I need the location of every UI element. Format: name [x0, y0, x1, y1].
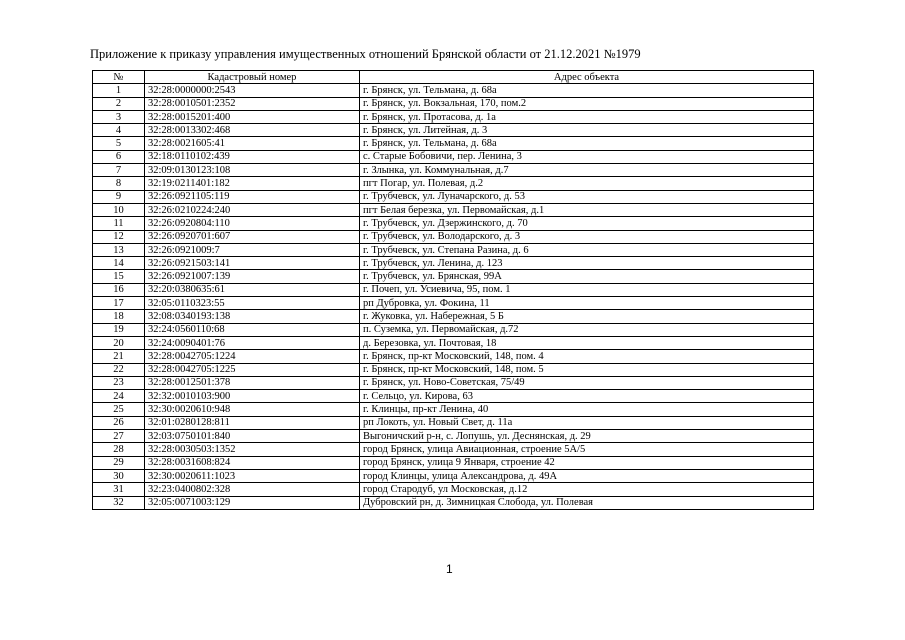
cadastral-number: 32:26:0920804:110	[145, 217, 360, 230]
table-row	[93, 283, 814, 296]
table-row	[93, 137, 814, 150]
object-address: г. Клинцы, пр-кт Ленина, 40	[360, 403, 814, 416]
row-number: 26	[93, 416, 145, 429]
object-address: г. Брянск, ул. Ново-Советская, 75/49	[360, 376, 814, 389]
row-number: 8	[93, 177, 145, 190]
row-number: 7	[93, 164, 145, 177]
table-row	[93, 390, 814, 403]
cadastral-number: 32:28:0013302:468	[145, 124, 360, 137]
row-number: 32	[93, 496, 145, 509]
page-number: 1	[446, 562, 453, 576]
row-number: 1	[93, 84, 145, 97]
object-address: город Стародуб, ул Московская, д.12	[360, 483, 814, 496]
object-address: г. Брянск, ул. Тельмана, д. 68а	[360, 84, 814, 97]
row-number: 2	[93, 97, 145, 110]
object-address: г. Почеп, ул. Усиевича, 95, пом. 1	[360, 283, 814, 296]
table-row	[93, 363, 814, 376]
object-address: с. Старые Бобовичи, пер. Ленина, 3	[360, 150, 814, 163]
row-number: 15	[93, 270, 145, 283]
cadastral-number: 32:08:0340193:138	[145, 310, 360, 323]
header-cadastral-number: Кадастровый номер	[145, 71, 360, 84]
table-row	[93, 443, 814, 456]
row-number: 4	[93, 124, 145, 137]
table-row	[93, 97, 814, 110]
cadastral-number: 32:32:0010103:900	[145, 390, 360, 403]
cadastral-number: 32:01:0280128:811	[145, 416, 360, 429]
table-row	[93, 110, 814, 123]
object-address: г. Трубчевск, ул. Дзержинского, д. 70	[360, 217, 814, 230]
row-number: 17	[93, 297, 145, 310]
cadastral-number: 32:18:0110102:439	[145, 150, 360, 163]
row-number: 22	[93, 363, 145, 376]
table-row	[93, 456, 814, 469]
object-address: г. Трубчевск, ул. Степана Разина, д. 6	[360, 243, 814, 256]
object-address: рп Локоть, ул. Новый Свет, д. 11а	[360, 416, 814, 429]
table-row	[93, 416, 814, 429]
row-number: 28	[93, 443, 145, 456]
object-address: пгт Белая березка, ул. Первомайская, д.1	[360, 203, 814, 216]
table-row	[93, 150, 814, 163]
table-row	[93, 430, 814, 443]
object-address: г. Брянск, ул. Литейная, д. 3	[360, 124, 814, 137]
cadastral-number: 32:24:0560110:68	[145, 323, 360, 336]
cadastral-number: 32:26:0921105:119	[145, 190, 360, 203]
object-address: г. Брянск, ул. Вокзальная, 170, пом.2	[360, 97, 814, 110]
cadastral-number: 32:28:0031608:824	[145, 456, 360, 469]
table-row	[93, 257, 814, 270]
document-title: Приложение к приказу управления имущественных отношений Брянской области от 21.12.2021 №1979	[90, 47, 641, 61]
object-address: город Брянск, улица Авиационная, строение 5А/5	[360, 443, 814, 456]
object-address: город Клинцы, улица Александрова, д. 49А	[360, 469, 814, 482]
table-row	[93, 496, 814, 509]
table-row	[93, 190, 814, 203]
row-number: 11	[93, 217, 145, 230]
row-number: 23	[93, 376, 145, 389]
row-number: 10	[93, 203, 145, 216]
table-body	[93, 84, 814, 510]
cadastral-number: 32:20:0380635:61	[145, 283, 360, 296]
row-number: 31	[93, 483, 145, 496]
cadastral-number: 32:28:0042705:1225	[145, 363, 360, 376]
cadastral-number: 32:26:0920701:607	[145, 230, 360, 243]
row-number: 25	[93, 403, 145, 416]
cadastral-number: 32:28:0000000:2543	[145, 84, 360, 97]
row-number: 16	[93, 283, 145, 296]
table-row	[93, 84, 814, 97]
object-address: г. Трубчевск, ул. Луначарского, д. 53	[360, 190, 814, 203]
cadastral-number: 32:28:0010501:2352	[145, 97, 360, 110]
cadastral-number: 32:28:0015201:400	[145, 110, 360, 123]
object-address: г. Жуковка, ул. Набережная, 5 Б	[360, 310, 814, 323]
table-row	[93, 336, 814, 349]
table-row	[93, 483, 814, 496]
row-number: 9	[93, 190, 145, 203]
object-address: г. Трубчевск, ул. Брянская, 99А	[360, 270, 814, 283]
row-number: 30	[93, 469, 145, 482]
table-row	[93, 230, 814, 243]
table-row	[93, 164, 814, 177]
row-number: 24	[93, 390, 145, 403]
object-address: город Брянск, улица 9 Января, строение 42	[360, 456, 814, 469]
table-row	[93, 403, 814, 416]
cadastral-number: 32:30:0020610:948	[145, 403, 360, 416]
table-row	[93, 350, 814, 363]
table-row	[93, 124, 814, 137]
table-row	[93, 217, 814, 230]
cadastral-number: 32:05:0110323:55	[145, 297, 360, 310]
cadastral-number: 32:26:0210224:240	[145, 203, 360, 216]
row-number: 20	[93, 336, 145, 349]
header-row	[93, 71, 814, 84]
property-table	[92, 70, 814, 510]
row-number: 19	[93, 323, 145, 336]
cadastral-number: 32:28:0042705:1224	[145, 350, 360, 363]
table-row	[93, 376, 814, 389]
object-address: д. Березовка, ул. Почтовая, 18	[360, 336, 814, 349]
header-address: Адрес объекта	[360, 71, 814, 84]
table-row	[93, 203, 814, 216]
cadastral-number: 32:26:0921007:139	[145, 270, 360, 283]
header-number: №	[93, 71, 145, 84]
table-header	[93, 71, 814, 84]
row-number: 12	[93, 230, 145, 243]
object-address: г. Сельцо, ул. Кирова, 63	[360, 390, 814, 403]
table-row	[93, 243, 814, 256]
cadastral-number: 32:03:0750101:840	[145, 430, 360, 443]
object-address: г. Трубчевск, ул. Володарского, д. 3	[360, 230, 814, 243]
row-number: 13	[93, 243, 145, 256]
cadastral-number: 32:09:0130123:108	[145, 164, 360, 177]
cadastral-number: 32:28:0021605:41	[145, 137, 360, 150]
object-address: рп Дубровка, ул. Фокина, 11	[360, 297, 814, 310]
object-address: пгт Погар, ул. Полевая, д.2	[360, 177, 814, 190]
object-address: Выгоничский р-н, с. Лопушь, ул. Деснянская, д. 29	[360, 430, 814, 443]
row-number: 6	[93, 150, 145, 163]
cadastral-number: 32:24:0090401:76	[145, 336, 360, 349]
cadastral-number: 32:05:0071003:129	[145, 496, 360, 509]
object-address: г. Брянск, пр-кт Московский, 148, пом. 5	[360, 363, 814, 376]
object-address: г. Брянск, ул. Протасова, д. 1а	[360, 110, 814, 123]
object-address: г. Брянск, ул. Тельмана, д. 68а	[360, 137, 814, 150]
row-number: 18	[93, 310, 145, 323]
object-address: г. Брянск, пр-кт Московский, 148, пом. 4	[360, 350, 814, 363]
table-row	[93, 297, 814, 310]
table-row	[93, 310, 814, 323]
cadastral-number: 32:30:0020611:1023	[145, 469, 360, 482]
cadastral-number: 32:23:0400802:328	[145, 483, 360, 496]
cadastral-number: 32:26:0921503:141	[145, 257, 360, 270]
row-number: 21	[93, 350, 145, 363]
cadastral-number: 32:26:0921009:7	[145, 243, 360, 256]
object-address: г. Трубчевск, ул. Ленина, д. 123	[360, 257, 814, 270]
row-number: 14	[93, 257, 145, 270]
table-row	[93, 323, 814, 336]
table-row	[93, 469, 814, 482]
object-address: г. Злынка, ул. Коммунальная, д.7	[360, 164, 814, 177]
row-number: 5	[93, 137, 145, 150]
row-number: 3	[93, 110, 145, 123]
object-address: п. Суземка, ул. Первомайская, д.72	[360, 323, 814, 336]
cadastral-number: 32:19:0211401:182	[145, 177, 360, 190]
table-row	[93, 177, 814, 190]
row-number: 29	[93, 456, 145, 469]
cadastral-number: 32:28:0030503:1352	[145, 443, 360, 456]
object-address: Дубровский рн, д. Зимницкая Слобода, ул. Полевая	[360, 496, 814, 509]
table-row	[93, 270, 814, 283]
cadastral-number: 32:28:0012501:378	[145, 376, 360, 389]
row-number: 27	[93, 430, 145, 443]
